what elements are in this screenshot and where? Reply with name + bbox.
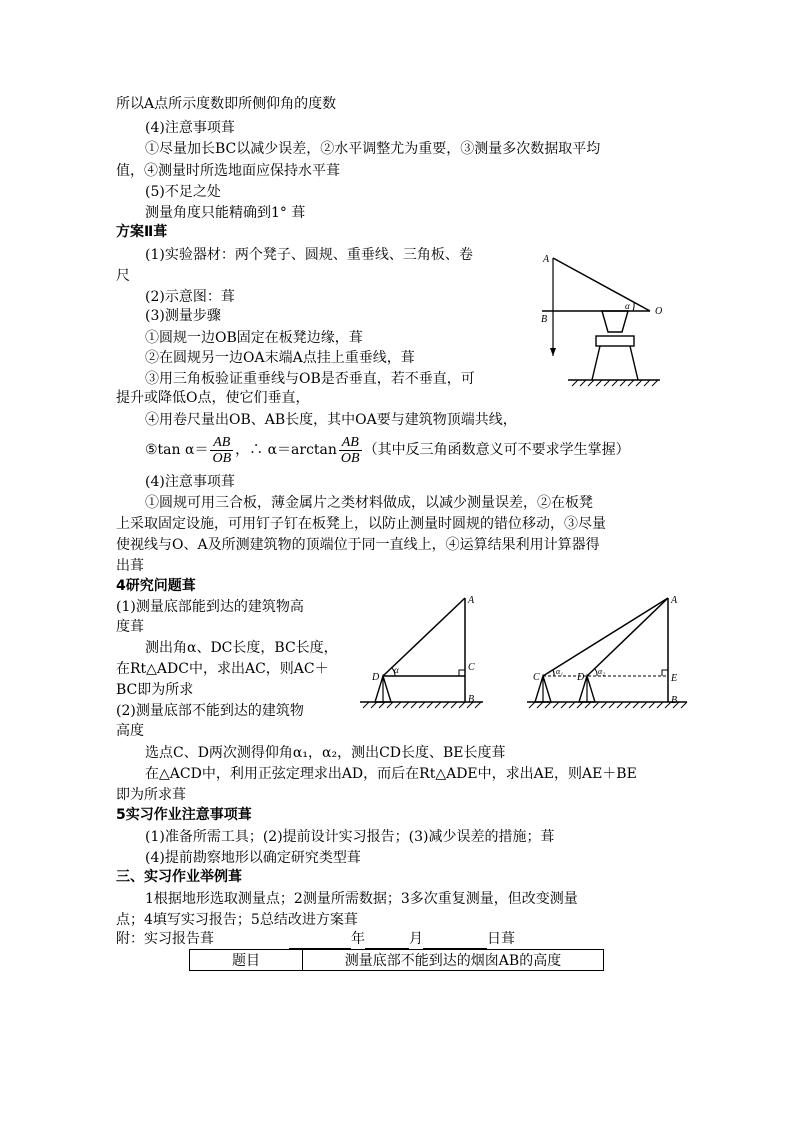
line-oa	[553, 258, 650, 311]
mark: 葺	[228, 869, 242, 885]
label-angle: α	[625, 301, 630, 311]
numerator: AB	[339, 435, 362, 451]
line	[116, 94, 336, 114]
label-d: D	[372, 672, 380, 683]
label-a: A	[468, 595, 475, 606]
text: 1根据地形选取测量点；2测量所需数据；3多次重复测量，但改变测量	[145, 891, 578, 907]
text: (3)测量步骤	[145, 308, 221, 324]
stool-leg	[592, 346, 600, 380]
text: (5)不足之处	[145, 184, 221, 200]
year-blank	[289, 933, 351, 949]
right-angle-mark	[662, 670, 668, 676]
table-row	[190, 950, 604, 971]
text: 选点C、D两次测得仰角α₁，α₂，测出CD长度、BE长度	[145, 745, 492, 761]
text: 在Rt△ADC中，求出AC，则AC＋	[116, 661, 329, 677]
text: 尺	[116, 268, 130, 284]
mark: 葺	[153, 224, 168, 240]
text: ①圆规一边OB固定在板凳边缘，	[145, 330, 349, 346]
label-b: B	[541, 314, 548, 325]
text: (4)注意事项	[145, 120, 221, 136]
label-d: D	[577, 672, 585, 683]
table-head-cell: 题目	[190, 950, 303, 971]
ground-hatch	[529, 702, 687, 708]
formula-text: ⑤tan α＝	[145, 442, 209, 458]
label-angle: α	[394, 665, 399, 675]
text: 度	[116, 619, 130, 635]
denominator: OB	[212, 450, 232, 466]
line	[145, 369, 475, 389]
line	[145, 287, 235, 307]
mark: 葺	[343, 912, 358, 928]
figure-base-unreachable	[525, 590, 690, 720]
text: (1)准备所需工具；(2)提前设计实习报告；(3)减少误差的措施；	[145, 829, 541, 845]
stool-seat	[596, 336, 634, 346]
month-label: 月	[409, 931, 423, 947]
line	[116, 161, 340, 181]
mark: 葺	[130, 619, 144, 635]
label-b: B	[671, 695, 678, 706]
text: (2)示意图：	[145, 289, 221, 305]
ground-hatch	[363, 702, 481, 708]
line	[145, 328, 363, 348]
denominator: OB	[340, 450, 360, 466]
line	[116, 388, 309, 408]
text: 提升或降低O点，使它们垂直，	[116, 390, 310, 406]
ground-hatch	[572, 380, 658, 386]
angle-arc	[633, 303, 634, 311]
table-value-cell: 测量底部不能到达的烟囱AB的高度	[303, 950, 604, 971]
figure-base-reachable	[355, 590, 490, 720]
label-alpha2: α₂	[598, 667, 605, 676]
mark: 葺	[346, 850, 361, 866]
line	[145, 889, 578, 909]
text: ①圆规可用三合板，薄金属片之类材料做成，以减少测量误差，②在板凳	[145, 495, 593, 511]
text: 方案Ⅱ	[116, 224, 154, 240]
line	[145, 743, 506, 763]
section-heading	[116, 867, 242, 887]
line	[116, 659, 329, 679]
line	[116, 680, 193, 700]
text: 4研究问题	[116, 578, 182, 594]
label-b: B	[468, 694, 475, 705]
formula-text: （其中反三角函数意义可不要求学生掌握）	[363, 442, 630, 458]
mark: 葺	[220, 474, 235, 490]
mark: 葺	[220, 289, 235, 305]
text: ②在圆规另一边OA末端A点挂上重垂线，	[145, 350, 401, 366]
month-blank	[365, 933, 409, 949]
text: (1)测量底部能到达的建筑物高	[116, 599, 304, 615]
text: ④用卷尺量出OB、AB长度，其中OA要与建筑物顶端共线，	[145, 412, 517, 428]
year-label: 年	[351, 931, 365, 947]
formula-line	[145, 432, 630, 468]
right-angle-mark	[459, 670, 465, 676]
label-a: A	[543, 254, 550, 265]
figure-compass-setup	[538, 248, 690, 396]
section-heading	[116, 805, 252, 825]
plumb-weight	[550, 348, 556, 356]
mark: 葺	[200, 931, 214, 947]
numerator: AB	[210, 435, 233, 451]
sight-line-d	[587, 598, 668, 676]
stool-leg	[630, 346, 638, 380]
mark: 葺	[540, 829, 555, 845]
appendix-line	[116, 929, 214, 949]
text: 值，④测量时所选地面应保持水平	[116, 163, 326, 179]
mark: 葺	[501, 931, 515, 947]
mark: 葺	[181, 578, 196, 594]
line	[116, 617, 144, 637]
line	[145, 848, 361, 868]
stool-top	[602, 311, 628, 332]
line	[116, 701, 304, 721]
line	[116, 556, 144, 576]
text: 所以A点所示度数即所侧仰角的度数	[116, 96, 337, 112]
text: (4)注意事项	[145, 474, 221, 490]
report-table	[189, 949, 604, 971]
line	[145, 493, 593, 513]
line	[145, 306, 221, 326]
line	[145, 827, 555, 847]
day-blank	[423, 933, 487, 949]
text: 测出角α、DC长度，BC长度，	[145, 640, 338, 656]
text: 三、实习作业举例	[116, 869, 228, 885]
label-a: A	[671, 595, 678, 606]
text: 上采取固定设施，可用钉子钉在板凳上，以防止测量时圆规的错位移动，③尽量	[116, 516, 606, 532]
line	[145, 764, 637, 784]
mark: 葺	[400, 350, 415, 366]
sight-line-c	[543, 598, 668, 676]
mark: 葺	[491, 745, 506, 761]
text: (2)测量底部不能到达的建筑物	[116, 703, 304, 719]
text: 测量角度只能精确到1°	[145, 205, 287, 221]
line	[145, 410, 517, 430]
line	[145, 203, 305, 223]
fraction	[339, 435, 362, 466]
line	[145, 472, 235, 492]
angle-arc-2	[595, 669, 597, 676]
text: 点；4填写实习报告；5总结改进方案	[116, 912, 344, 928]
text: ③用三角板验证重垂线与OB是否垂直，若不垂直，可	[145, 371, 475, 387]
section-heading	[116, 222, 167, 242]
line	[145, 139, 600, 159]
line	[145, 638, 338, 658]
text: 使视线与O、A及所测建筑物的顶端位于同一直线上，④运算结果利用计算器得	[116, 537, 600, 553]
text: 在△ACD中，利用正弦定理求出AD，而后在Rt△ADE中，求出AE，则AE＋BE	[145, 766, 637, 782]
text: BC即为所求	[116, 682, 194, 698]
line	[145, 182, 221, 202]
text: ①尽量加长BC以减少误差，②水平调整尤为重要，③测量多次数据取平均	[145, 141, 601, 157]
mark: 葺	[130, 558, 144, 574]
text: 附：实习报告	[116, 931, 200, 947]
label-e: E	[671, 673, 678, 684]
date-line	[289, 929, 515, 949]
fraction	[210, 435, 233, 466]
label-c: C	[533, 672, 540, 683]
line	[116, 721, 144, 741]
section-heading	[116, 576, 196, 596]
text: 出	[116, 558, 130, 574]
text: 高度	[116, 723, 144, 739]
line	[116, 597, 304, 617]
mark: 葺	[291, 205, 306, 221]
line	[116, 535, 600, 555]
line	[116, 514, 606, 534]
line	[145, 348, 415, 368]
mark: 葺	[326, 163, 340, 179]
text: (1)实验器材：两个凳子、圆规、重垂线、三角板、卷	[145, 247, 473, 263]
mark: 葺	[220, 120, 235, 136]
line	[116, 910, 358, 930]
text: 即为所求	[116, 787, 172, 803]
label-c: C	[468, 662, 475, 673]
text: (4)提前勘察地形以确定研究类型	[145, 850, 347, 866]
line	[116, 266, 130, 286]
label-o: O	[655, 306, 663, 317]
day-label: 日	[487, 931, 501, 947]
mark: 葺	[348, 330, 363, 346]
mark: 葺	[237, 807, 252, 823]
text: 5实习作业注意事项	[116, 807, 238, 823]
line	[145, 245, 473, 265]
formula-text: ，∴ α＝arctan	[235, 442, 337, 458]
angle-arc-1	[553, 670, 554, 676]
mark: 葺	[172, 787, 186, 803]
label-alpha1: α₁	[556, 667, 563, 676]
line	[116, 785, 186, 805]
line	[145, 118, 235, 138]
